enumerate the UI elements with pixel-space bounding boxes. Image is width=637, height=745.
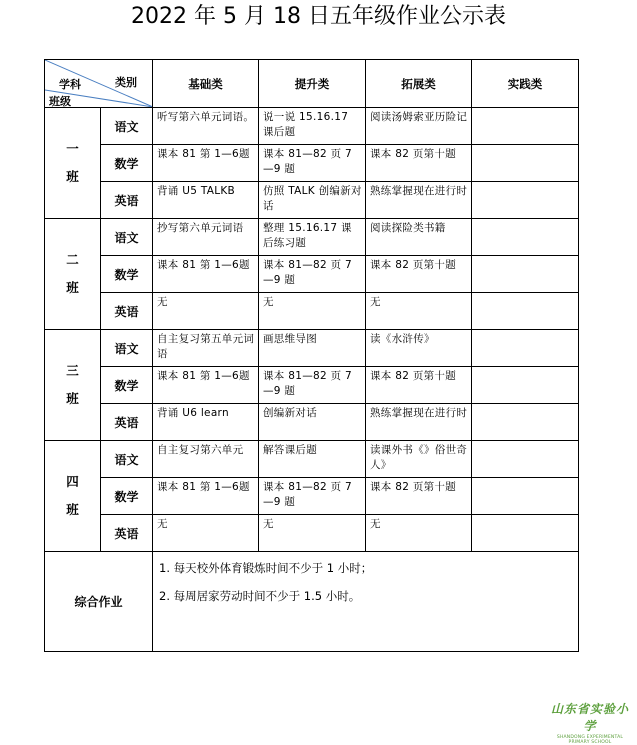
col-header-basic: 基础类 [153,60,259,108]
subject-cell: 数学 [101,478,153,515]
school-logo [548,700,632,745]
homework-cell-practice [472,256,579,293]
summary-item-2: 2. 每周居家劳动时间不少于 1.5 小时。 [159,589,361,603]
homework-cell-basic: 背诵 U5 TALKB [153,182,259,219]
col-header-practice: 实践类 [472,60,579,108]
table-row [45,367,579,404]
subject-cell: 英语 [101,515,153,552]
subject-cell: 数学 [101,367,153,404]
homework-cell-practice [472,404,579,441]
homework-cell-improve: 画思维导图 [259,330,366,367]
homework-cell-expand: 课本 82 页第十题 [366,367,472,404]
col-header-improve: 提升类 [259,60,366,108]
table-row [45,478,579,515]
homework-cell-expand: 熟练掌握现在进行时 [366,404,472,441]
subject-cell: 语文 [101,219,153,256]
homework-cell-improve: 课本 81—82 页 7—9 题 [259,256,366,293]
homework-cell-improve: 课本 81—82 页 7—9 题 [259,478,366,515]
homework-cell-expand: 无 [366,515,472,552]
table-row [45,404,579,441]
summary-label: 综合作业 [45,552,153,652]
homework-cell-practice [472,367,579,404]
subject-cell: 数学 [101,145,153,182]
homework-cell-improve: 无 [259,293,366,330]
table-row [45,182,579,219]
class-name-line: 班 [66,502,79,517]
homework-cell-expand: 课本 82 页第十题 [366,256,472,293]
class-name-line: 班 [66,169,79,184]
school-logo-english: SHANDONG EXPERIMENTAL PRIMARY SCHOOL [556,735,624,745]
subject-cell: 语文 [101,441,153,478]
class-corner-label: 班级 [49,95,71,108]
homework-cell-improve: 创编新对话 [259,404,366,441]
homework-cell-practice [472,182,579,219]
class-name-line: 三 [66,363,79,378]
homework-cell-improve: 解答课后题 [259,441,366,478]
subject-corner-label: 学科 [59,78,81,91]
corner-header-cell [45,60,153,108]
homework-cell-improve: 整理 15.16.17 课后练习题 [259,219,366,256]
class-rows [45,108,579,552]
homework-table [44,59,579,652]
homework-cell-basic: 无 [153,515,259,552]
class-name-line: 一 [66,141,79,156]
class-name-line: 班 [66,391,79,406]
summary-item-1: 1. 每天校外体育锻炼时间不少于 1 小时； [159,561,373,575]
homework-cell-expand: 阅读汤姆索亚历险记 [366,108,472,145]
subject-cell: 语文 [101,330,153,367]
class-name-cell [45,441,101,552]
homework-cell-basic: 听写第六单元词语。 [153,108,259,145]
homework-cell-practice [472,145,579,182]
homework-cell-practice [472,441,579,478]
table-row [45,293,579,330]
table-row [45,256,579,293]
homework-cell-basic: 课本 81 第 1—6题 [153,478,259,515]
subject-cell: 英语 [101,404,153,441]
class-name-cell [45,219,101,330]
class-name-cell [45,330,101,441]
homework-cell-basic: 无 [153,293,259,330]
school-logo-name: 山东省实验小学 [550,702,629,733]
summary-content [153,552,579,652]
homework-cell-basic: 课本 81 第 1—6题 [153,367,259,404]
homework-cell-expand: 无 [366,293,472,330]
class-name-cell [45,108,101,219]
homework-cell-basic: 课本 81 第 1—6题 [153,145,259,182]
homework-cell-practice [472,478,579,515]
homework-cell-expand: 读课外书《》俗世奇人》 [366,441,472,478]
subject-cell: 英语 [101,293,153,330]
category-corner-label: 类别 [115,76,137,89]
homework-cell-expand: 熟练掌握现在进行时 [366,182,472,219]
homework-cell-expand: 读《水浒传》 [366,330,472,367]
homework-cell-improve: 说一说 15.16.17 课后题 [259,108,366,145]
homework-cell-basic: 自主复习第五单元词语 [153,330,259,367]
homework-cell-practice [472,108,579,145]
homework-cell-improve: 无 [259,515,366,552]
homework-cell-basic: 自主复习第六单元 [153,441,259,478]
table-row [45,441,579,478]
homework-cell-practice [472,293,579,330]
homework-cell-improve: 课本 81—82 页 7—9 题 [259,367,366,404]
col-header-expand: 拓展类 [366,60,472,108]
table-row [45,515,579,552]
homework-cell-practice [472,219,579,256]
homework-cell-improve: 仿照 TALK 创编新对话 [259,182,366,219]
table-row [45,330,579,367]
homework-cell-expand: 课本 82 页第十题 [366,478,472,515]
table-row [45,145,579,182]
subject-cell: 语文 [101,108,153,145]
homework-cell-basic: 抄写第六单元词语 [153,219,259,256]
class-name-line: 班 [66,280,79,295]
homework-cell-expand: 阅读探险类书籍 [366,219,472,256]
homework-cell-basic: 背诵 U6 learn [153,404,259,441]
homework-cell-expand: 课本 82 页第十题 [366,145,472,182]
page-title: 2022 年 5 月 18 日五年级作业公示表 [131,4,506,29]
homework-cell-practice [472,330,579,367]
table-row [45,219,579,256]
summary-row [45,552,579,652]
class-name-line: 二 [66,252,79,267]
table-row [45,108,579,145]
subject-cell: 英语 [101,182,153,219]
header-row [45,60,579,108]
homework-cell-practice [472,515,579,552]
homework-cell-improve: 课本 81—82 页 7—9 题 [259,145,366,182]
subject-cell: 数学 [101,256,153,293]
class-name-line: 四 [66,474,79,489]
homework-cell-basic: 课本 81 第 1—6题 [153,256,259,293]
